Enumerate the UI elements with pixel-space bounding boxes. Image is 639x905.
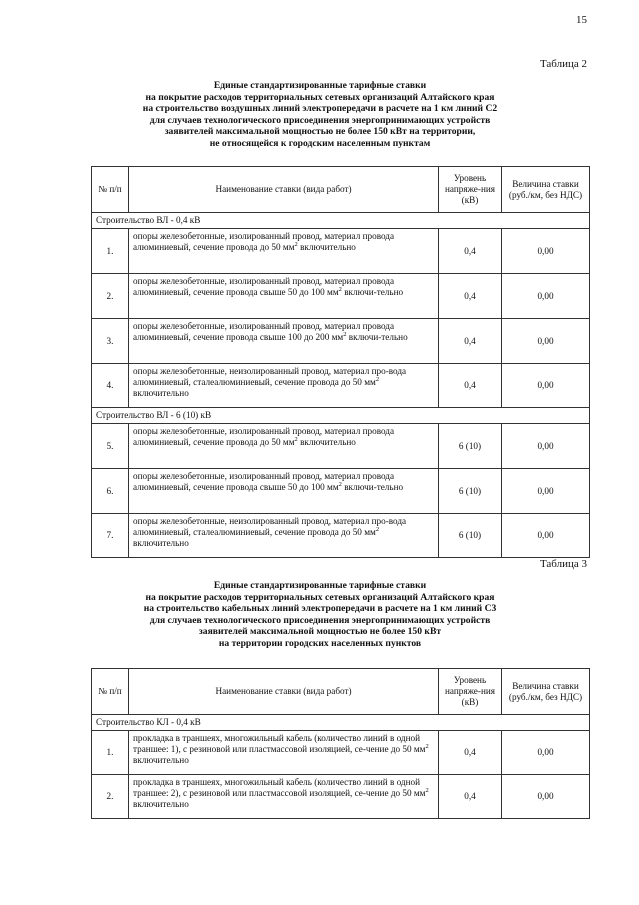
row-sup: 2 xyxy=(294,240,298,248)
section-row xyxy=(92,213,590,229)
row-name xyxy=(129,229,439,274)
header-num: № п/п xyxy=(92,669,129,715)
row-level: 6 (10) xyxy=(439,469,502,514)
table-row xyxy=(92,364,590,408)
row-level: 6 (10) xyxy=(439,514,502,558)
section-title: Строительство ВЛ - 6 (10) кВ xyxy=(92,408,590,424)
row-text: опоры железобетонные, изолированный провод, материал провода алюминиевый, сечение провода свыше 50 до 100 мм xyxy=(133,471,395,492)
row-value: 0,00 xyxy=(502,731,590,775)
row-name xyxy=(129,274,439,319)
header-value: Величина ставки (руб./км, без НДС) xyxy=(502,167,590,213)
row-tail: включи-тельно xyxy=(341,482,404,492)
title-line: для случаев технологического присоединения энергопринимающих устройств xyxy=(149,114,491,126)
row-sup: 2 xyxy=(343,330,347,338)
row-tail: включи-тельно xyxy=(346,332,408,342)
title-line: Единые стандартизированные тарифные ставки xyxy=(213,580,427,591)
row-tail: включительно xyxy=(133,755,189,765)
title-line: Единые стандартизированные тарифные ставки xyxy=(213,80,427,91)
row-tail: включительно xyxy=(133,538,189,548)
row-num: 1. xyxy=(92,731,129,775)
row-sup: 2 xyxy=(294,435,298,443)
row-level: 0,4 xyxy=(439,364,502,408)
header-row xyxy=(92,167,590,213)
row-text: опоры железобетонные, изолированный провод, материал провода алюминиевый, сечение провода свыше 50 до 100 мм xyxy=(133,276,395,297)
row-text: опоры железобетонные, изолированный провод, материал провода алюминиевый, сечение провода до 50 мм xyxy=(133,426,395,447)
row-level: 0,4 xyxy=(439,775,502,819)
row-tail: включительно xyxy=(133,799,189,809)
row-value: 0,00 xyxy=(502,319,590,364)
row-level: 0,4 xyxy=(439,319,502,364)
row-tail: включи-тельно xyxy=(341,287,404,297)
header-level: Уровень напряже-ния (кВ) xyxy=(439,167,502,213)
row-text: прокладка в траншеях, многожильный кабель (количество линий в одной траншее: 1), с резиновой или пластмассовой изоляцией, се-чение до 50 мм xyxy=(133,733,426,754)
row-name xyxy=(129,514,439,558)
title-line: не относящейся к городским населенным пунктам xyxy=(209,137,431,149)
row-name xyxy=(129,731,439,775)
section-row xyxy=(92,715,590,731)
section-title: Строительство КЛ - 0,4 кВ xyxy=(92,715,590,731)
table-2 xyxy=(91,166,590,558)
row-value: 0,00 xyxy=(502,364,590,408)
table-3-label: Таблица 3 xyxy=(539,558,587,570)
row-level: 6 (10) xyxy=(439,424,502,469)
table-2-title xyxy=(92,80,548,150)
row-value: 0,00 xyxy=(502,775,590,819)
row-name xyxy=(129,775,439,819)
row-value: 0,00 xyxy=(502,469,590,514)
table-row xyxy=(92,514,590,558)
row-name xyxy=(129,424,439,469)
row-num: 3. xyxy=(92,319,129,364)
row-name xyxy=(129,469,439,514)
table-2-label: Таблица 2 xyxy=(539,58,587,70)
title-line: на покрытие расходов территориальных сетевых организаций Алтайского края xyxy=(145,91,495,103)
header-name: Наименование ставки (вида работ) xyxy=(129,167,439,213)
row-sup: 2 xyxy=(375,525,380,533)
row-level: 0,4 xyxy=(439,274,502,319)
table-row xyxy=(92,424,590,469)
row-name xyxy=(129,319,439,364)
row-sup: 2 xyxy=(375,375,380,383)
row-text: опоры железобетонные, неизолированный провод, материал про-вода алюминиевый, сталеалюминиевый, сечение провода до 50 мм xyxy=(133,516,407,537)
row-tail: включительно xyxy=(297,242,356,252)
row-num: 4. xyxy=(92,364,129,408)
row-value: 0,00 xyxy=(502,514,590,558)
row-tail: включительно xyxy=(133,388,189,398)
table-row xyxy=(92,229,590,274)
row-level: 0,4 xyxy=(439,229,502,274)
row-text: опоры железобетонные, изолированный провод, материал провода алюминиевый, сечение провода до 50 мм xyxy=(133,231,395,252)
row-num: 7. xyxy=(92,514,129,558)
row-sup: 2 xyxy=(425,786,429,794)
row-sup: 2 xyxy=(338,285,342,293)
table-3-title xyxy=(92,580,548,650)
table-row xyxy=(92,274,590,319)
table-row xyxy=(92,469,590,514)
row-tail: включительно xyxy=(297,437,356,447)
header-num: № п/п xyxy=(92,167,129,213)
page-number: 15 xyxy=(576,14,587,26)
row-value: 0,00 xyxy=(502,274,590,319)
title-line: заявителей максимальной мощностью не более 150 кВт на территории, xyxy=(164,126,476,138)
row-num: 2. xyxy=(92,775,129,819)
row-value: 0,00 xyxy=(502,424,590,469)
row-name xyxy=(129,364,439,408)
row-num: 2. xyxy=(92,274,129,319)
table-row xyxy=(92,731,590,775)
title-line: на строительство кабельных линий электропередачи в расчете на 1 км линий С3 xyxy=(143,603,497,615)
row-text: опоры железобетонные, изолированный провод, материал провода алюминиевый, сечение провода свыше 100 до 200 мм xyxy=(133,321,395,342)
row-text: прокладка в траншеях, многожильный кабель (количество линий в одной траншее: 2), с резиновой или пластмассовой изоляцией, се-чение до 50 мм xyxy=(133,777,426,798)
row-text: опоры железобетонные, неизолированный провод, материал про-вода алюминиевый, сталеалюминиевый, сечение провода до 50 мм xyxy=(133,366,407,387)
row-level: 0,4 xyxy=(439,731,502,775)
header-name: Наименование ставки (вида работ) xyxy=(129,669,439,715)
header-value: Величина ставки (руб./км, без НДС) xyxy=(502,669,590,715)
title-line: для случаев технологического присоединения энергопринимающих устройств xyxy=(149,614,491,626)
table-row xyxy=(92,775,590,819)
title-line: на территории городских населенных пунктов xyxy=(218,637,422,649)
row-num: 6. xyxy=(92,469,129,514)
row-value: 0,00 xyxy=(502,229,590,274)
title-line: на покрытие расходов территориальных сетевых организаций Алтайского края xyxy=(145,591,495,603)
row-sup: 2 xyxy=(338,480,342,488)
title-line: заявителей максимальной мощностью не более 150 кВт xyxy=(198,626,442,638)
row-sup: 2 xyxy=(425,742,429,750)
row-num: 5. xyxy=(92,424,129,469)
table-row xyxy=(92,319,590,364)
table-3 xyxy=(91,668,590,819)
title-line: на строительство воздушных линий электропередачи в расчете на 1 км линий С2 xyxy=(142,103,498,115)
section-title: Строительство ВЛ - 0,4 кВ xyxy=(92,213,590,229)
row-num: 1. xyxy=(92,229,129,274)
header-row xyxy=(92,669,590,715)
section-row xyxy=(92,408,590,424)
header-level: Уровень напряже-ния (кВ) xyxy=(439,669,502,715)
